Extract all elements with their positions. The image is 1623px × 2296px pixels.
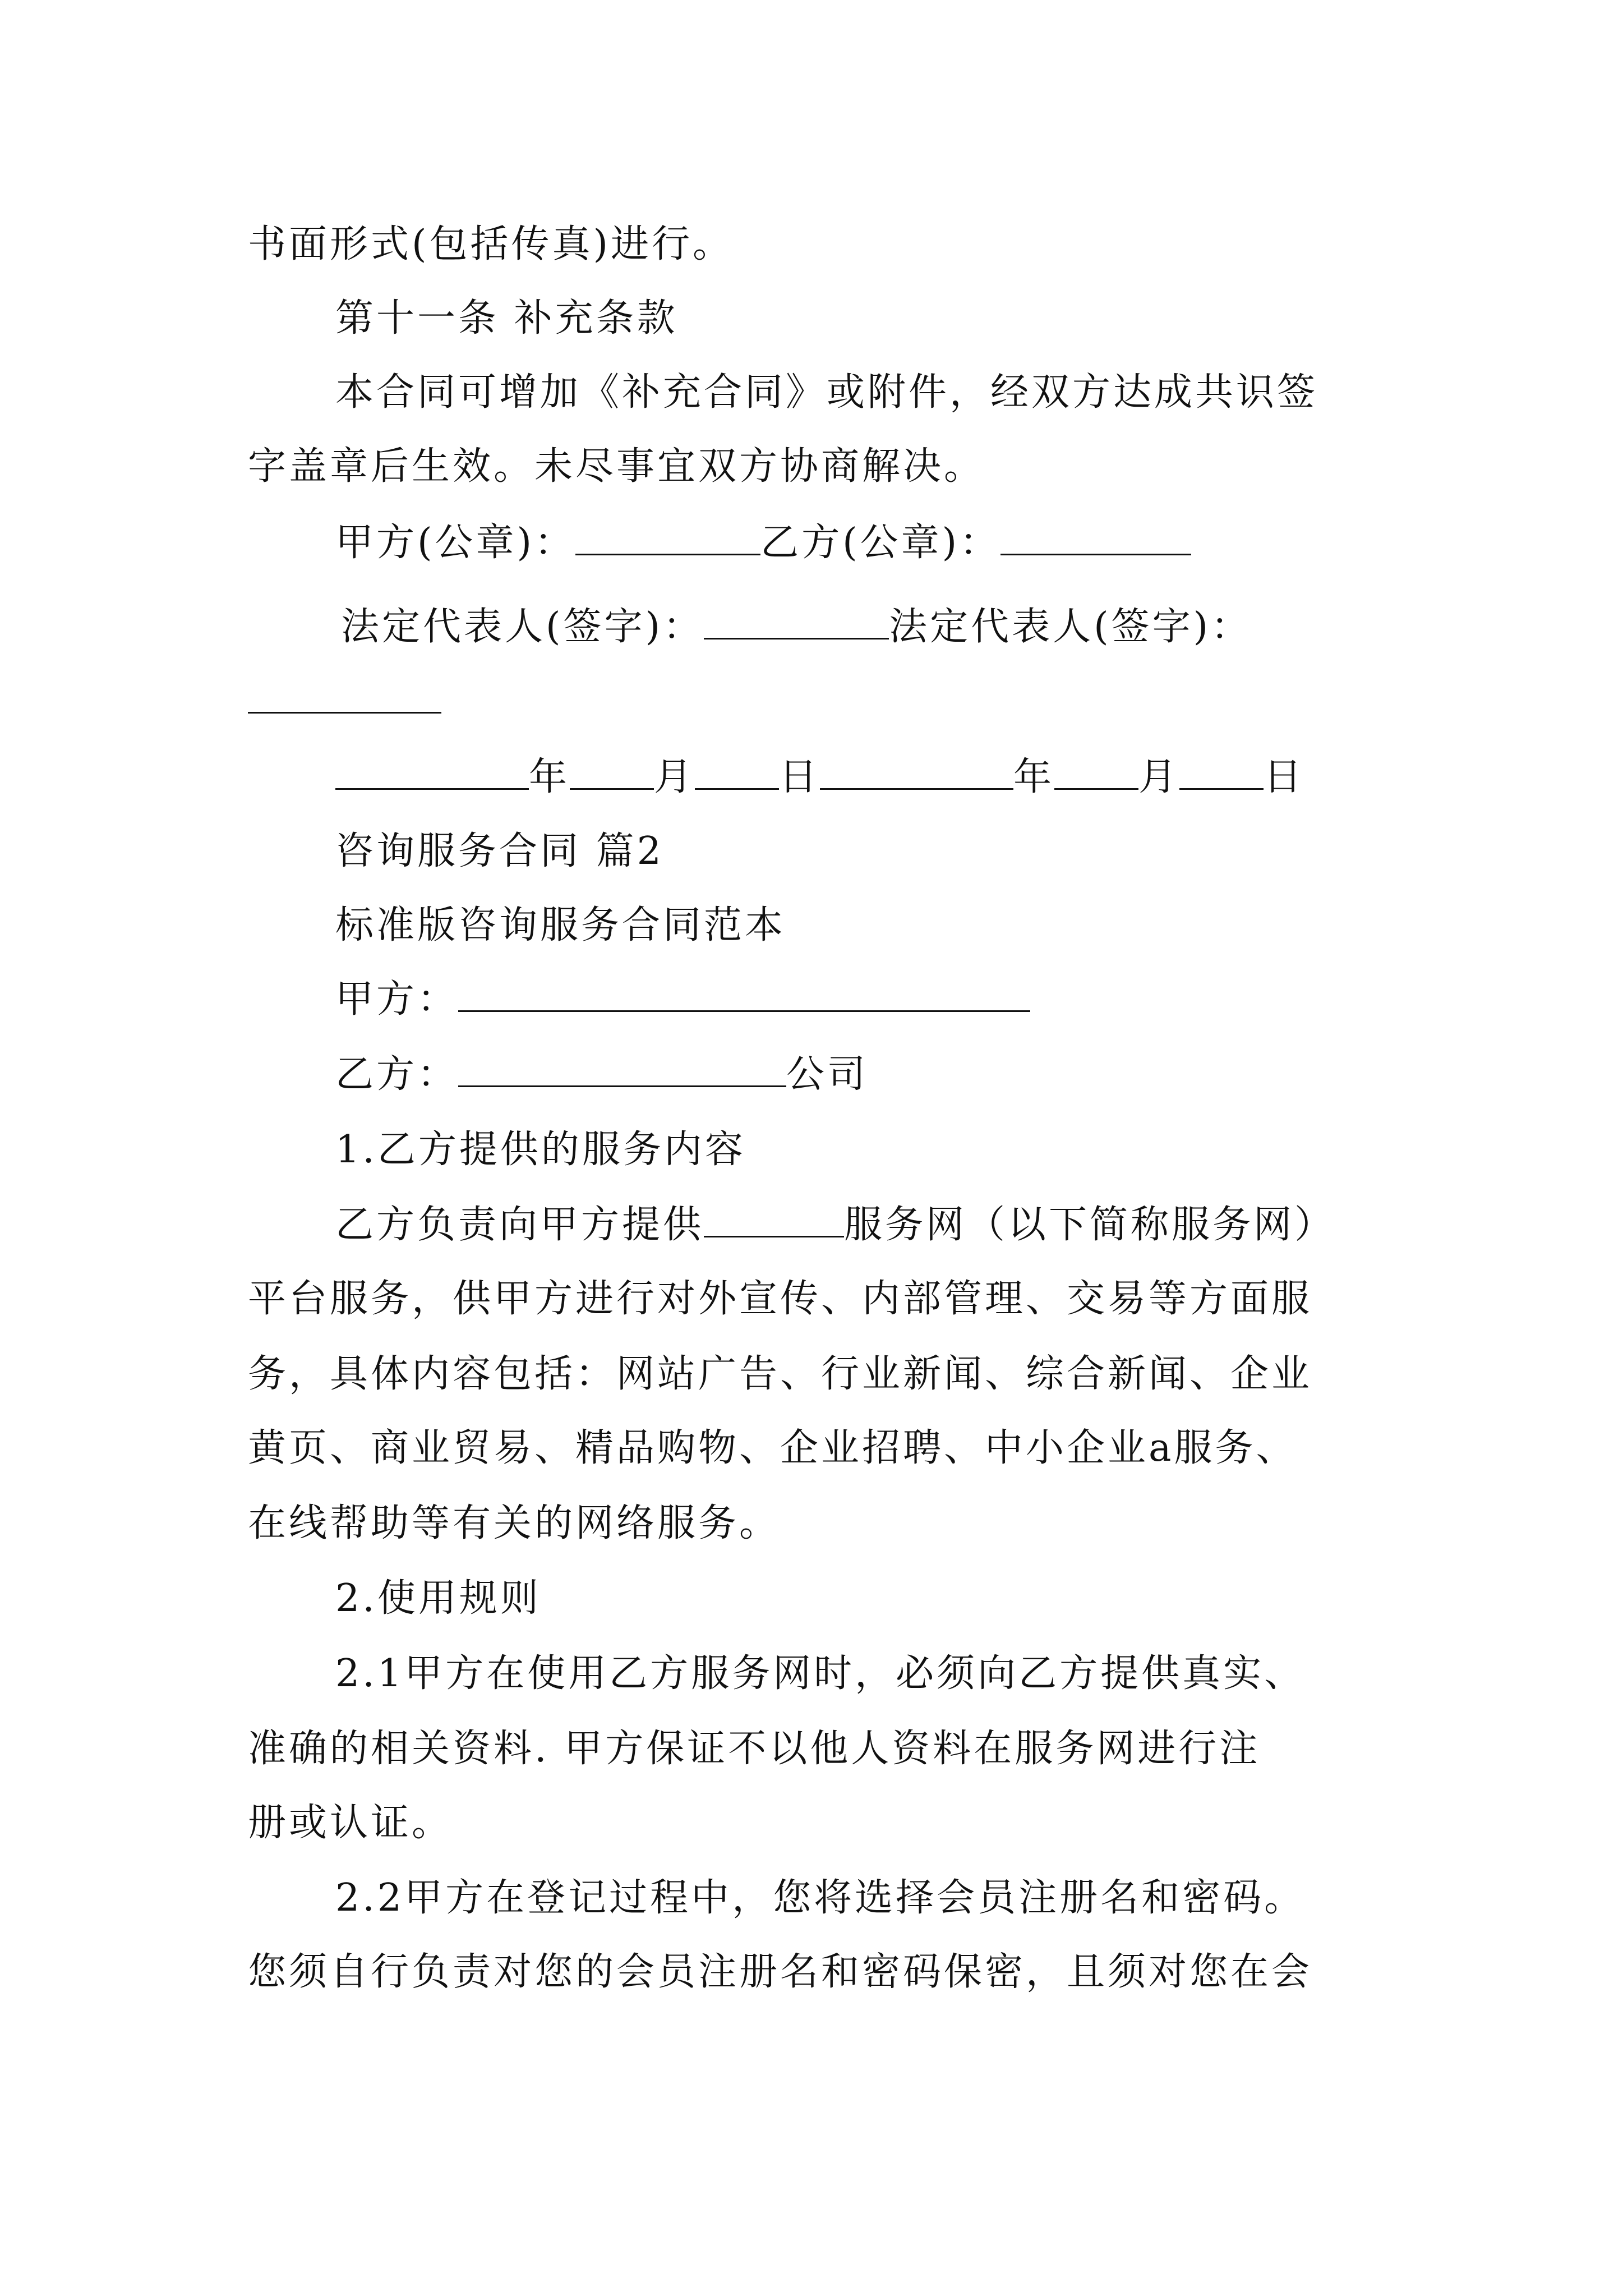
- paragraph-line: 册或认证。: [248, 1801, 453, 1845]
- signature-rep-line: [341, 599, 1252, 655]
- party-b-label: 乙方：: [335, 1052, 459, 1097]
- service-intro-text: 乙方负责向甲方提供: [335, 1203, 704, 1247]
- section-heading: 1.乙方提供的服务内容: [335, 1128, 746, 1172]
- paragraph-line: 您须自行负责对您的会员注册名和密码保密，且须对您在会: [248, 1950, 1313, 1994]
- contract-title: 咨询服务合同 篇2: [335, 829, 664, 873]
- day-b-label: 日: [1264, 755, 1305, 799]
- signature-seal-line: [335, 515, 1191, 571]
- party-a-label: 甲方：: [335, 977, 459, 1022]
- month-b-blank: [1054, 753, 1138, 790]
- paragraph-line: 本合同可增加《补充合同》或附件，经双方达成共识签: [335, 370, 1318, 415]
- rep-a-label: 法定代表人(签字)：: [341, 605, 704, 649]
- party-a-seal-label: 甲方(公章)：: [335, 521, 576, 565]
- day-a-label: 日: [779, 755, 820, 799]
- party-a-seal-blank: [575, 519, 760, 555]
- party-b-line: [335, 1047, 868, 1103]
- year-a-blank: [335, 753, 529, 790]
- year-b-blank: [820, 753, 1013, 790]
- paragraph-line: 平台服务，供甲方进行对外宣传、内部管理、交易等方面服: [248, 1277, 1313, 1321]
- rep-b-blank: [248, 677, 441, 714]
- paragraph-line: 准确的相关资料. 甲方保证不以他人资料在服务网进行注: [248, 1727, 1261, 1771]
- day-a-blank: [695, 753, 779, 790]
- rep-b-label: 法定代表人(签字)：: [889, 605, 1252, 649]
- rep-b-blank-line: [248, 673, 441, 729]
- date-line: [335, 749, 1304, 806]
- day-b-blank: [1179, 753, 1264, 790]
- month-a-blank: [570, 753, 654, 790]
- party-a-line: [335, 972, 1030, 1028]
- section-heading: 2.使用规则: [335, 1576, 541, 1621]
- party-b-seal-blank: [1000, 519, 1191, 555]
- party-b-seal-label: 乙方(公章)：: [760, 521, 1001, 565]
- paragraph-line: 务，具体内容包括：网站广告、行业新闻、综合新闻、企业: [248, 1352, 1313, 1396]
- paragraph-line: 字盖章后生效。未尽事宜双方协商解决。: [248, 444, 985, 489]
- paragraph-line: 书面形式(包括传真)进行。: [248, 222, 734, 266]
- month-a-label: 月: [654, 755, 695, 799]
- company-suffix: 公司: [786, 1052, 869, 1097]
- year-b-label: 年: [1013, 755, 1055, 799]
- service-intro-suffix: 服务网（以下简称服务网）: [844, 1203, 1336, 1247]
- service-name-blank: [704, 1201, 844, 1237]
- paragraph-line: 2.1甲方在使用乙方服务网时，必须向乙方提供真实、: [335, 1651, 1306, 1696]
- party-a-blank: [458, 976, 1030, 1012]
- section-heading: 第十一条 补充条款: [335, 296, 678, 341]
- service-intro-line: [335, 1197, 1335, 1253]
- year-a-label: 年: [529, 755, 570, 799]
- paragraph-line: 黄页、商业贸易、精品购物、企业招聘、中小企业a服务、: [248, 1426, 1297, 1470]
- rep-a-blank: [704, 603, 889, 639]
- month-b-label: 月: [1138, 755, 1180, 799]
- party-b-blank: [458, 1051, 786, 1087]
- paragraph-line: 2.2甲方在登记过程中，您将选择会员注册名和密码。: [335, 1876, 1306, 1920]
- paragraph-line: 在线帮助等有关的网络服务。: [248, 1501, 781, 1545]
- contract-subtitle: 标准版咨询服务合同范本: [335, 903, 786, 947]
